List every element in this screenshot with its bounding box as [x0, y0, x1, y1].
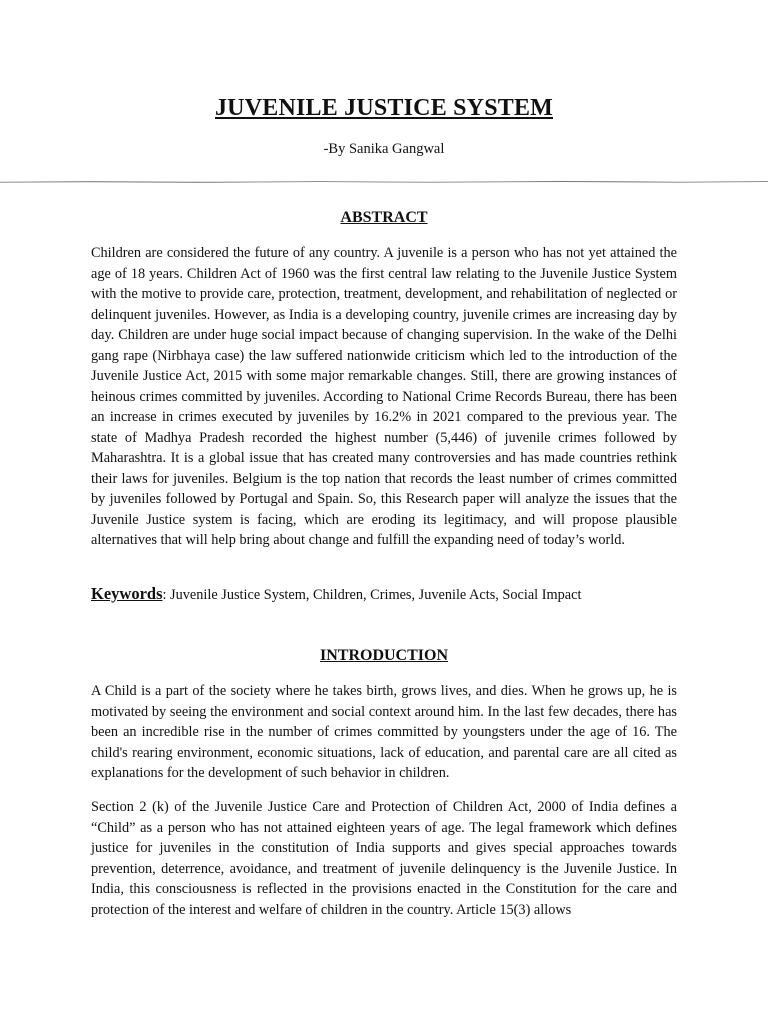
author-byline: -By Sanika Gangwal	[323, 141, 445, 157]
horizontal-divider	[0, 181, 768, 183]
introduction-paragraph-1: A Child is a part of the society where he takes birth, grows lives, and dies. When he grows up, he is motivated by seeing the environment and social context around him. In the last few decades, there has been an incredible rise in the number of crimes committed by youngsters under the age of 16. The child's rearing environment, economic situations, lack of education, and parental care are all cited as explanations for the development of such behavior in children.	[91, 683, 677, 781]
introduction-heading: INTRODUCTION	[319, 647, 448, 664]
keywords-line	[91, 584, 691, 604]
abstract-heading: ABSTRACT	[340, 209, 428, 226]
keywords-label: Keywords	[91, 584, 163, 603]
introduction-paragraph-2: Section 2 (k) of the Juvenile Justice Care and Protection of Children Act, 2000 of India defines a “Child” as a person who has not attained eighteen years of age. The legal framework which defines justice for juveniles in the constitution of India supports and gives special approaches towards prevention, deterrence, avoidance, and treatment of juvenile delinquency is the Juvenile Justice. In India, this consciousness is reflected in the provisions enacted in the Constitution for the care and protection of the interest and welfare of children in the country. Article 15(3) allows	[91, 799, 677, 918]
keywords-list: : Juvenile Justice System, Children, Crimes, Juvenile Acts, Social Impact	[162, 587, 582, 603]
abstract-paragraph: Children are considered the future of any country. A juvenile is a person who has not yet attained the age of 18 years. Children Act of 1960 was the first central law relating to the Juvenile Justice System with the motive to provide care, protection, treatment, development, and rehabilitation of neglected or delinquent juveniles. However, as India is a developing country, juvenile crimes are increasing day by day. Children are under huge social impact because of changing supervision. In the wake of the Delhi gang rape (Nirbhaya case) the law suffered nationwide criticism which led to the introduction of the Juvenile Justice Act, 2015 with some major remarkable changes. Still, there are growing instances of heinous crimes committed by juveniles. According to National Crime Records Bureau, there has been an increase in crimes executed by juveniles by 16.2% in 2021 compared to the previous year. The state of Madhya Pradesh recorded the highest number (5,446) of juvenile crimes followed by Maharashtra. It is a global issue that has created many controversies and has made countries rethink their laws for juveniles. Belgium is the top nation that records the least number of crimes committed by juveniles followed by Portugal and Spain. So, this Research paper will analyze the issues that the Juvenile Justice system is facing, which are eroding its legitimacy, and will propose plausible alternatives that will help bring about change and fulfill the expanding need of today’s world.	[91, 245, 677, 548]
document-title: JUVENILE JUSTICE SYSTEM	[214, 95, 554, 121]
